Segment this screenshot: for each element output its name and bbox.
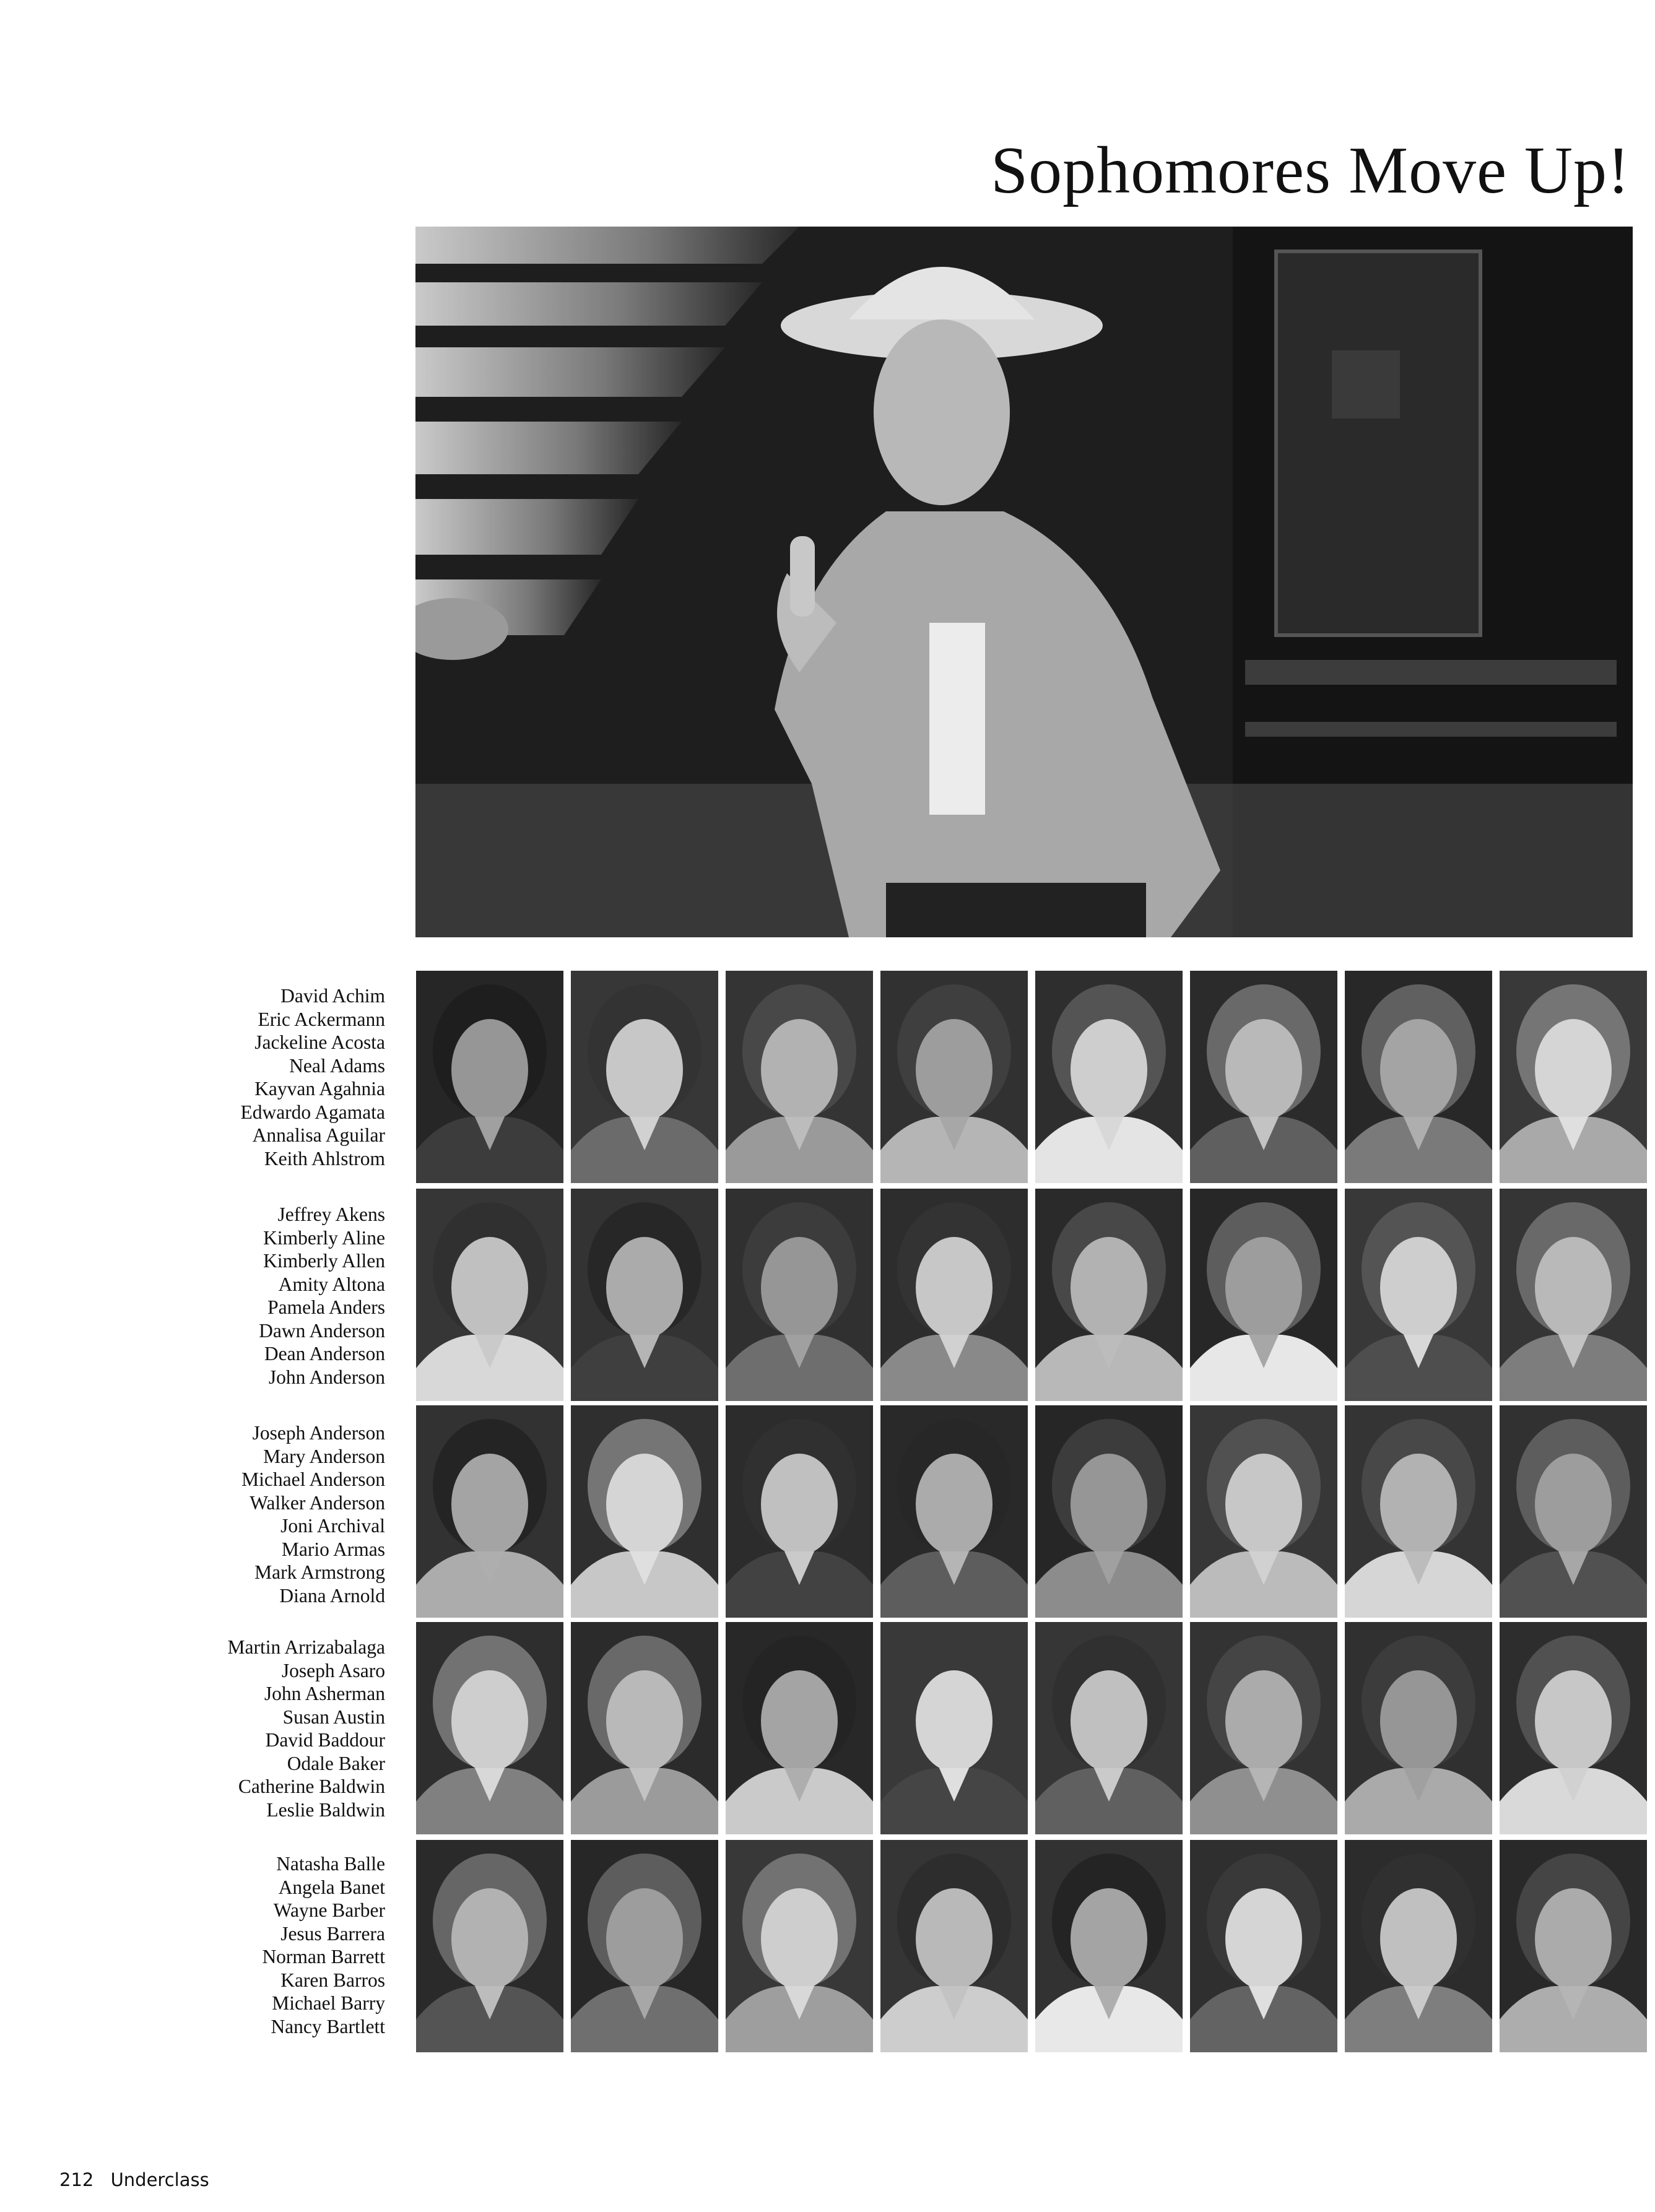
student-name: Leslie Baldwin [266, 1798, 385, 1821]
student-name: Karen Barros [280, 1969, 385, 1991]
hero-photo [415, 227, 1633, 937]
student-portrait [726, 1189, 873, 1401]
student-name: Kayvan Agahnia [254, 1078, 385, 1099]
student-name: David Achim [280, 985, 385, 1007]
student-portrait [726, 1840, 873, 2052]
student-portrait [416, 1840, 563, 2052]
student-portrait [571, 1622, 718, 1834]
name-list-row-1 [186, 984, 385, 1170]
student-name: Kimberly Aline [263, 1226, 385, 1249]
student-name: Dawn Anderson [259, 1319, 385, 1342]
student-portrait [416, 1622, 563, 1834]
student-portrait [726, 971, 873, 1183]
hero-photo-image [415, 227, 1633, 937]
student-name: Catherine Baldwin [238, 1776, 385, 1797]
student-name: Kimberly Allen [263, 1250, 385, 1272]
student-name: Martin Arrizabalaga [227, 1636, 385, 1658]
student-portrait [1035, 1405, 1183, 1618]
student-portrait [1190, 1840, 1337, 2052]
student-name: John Asherman [264, 1683, 385, 1704]
student-portrait [1035, 1840, 1183, 2052]
student-name: Keith Ahlstrom [264, 1147, 385, 1169]
student-name: Nancy Bartlett [271, 2015, 385, 2037]
student-portrait [1190, 971, 1337, 1183]
student-portrait [1345, 1840, 1492, 2052]
page-footer [59, 2169, 209, 2190]
student-name: Joni Archival [280, 1515, 385, 1537]
student-name: Jackeline Acosta [254, 1031, 385, 1053]
student-portrait [571, 1189, 718, 1401]
name-list-row-4 [186, 1636, 385, 1821]
student-portrait [571, 971, 718, 1183]
student-portrait [1500, 1189, 1647, 1401]
student-name: Amity Altona [278, 1273, 385, 1295]
page-number: 212 [59, 2169, 94, 2190]
student-portrait [726, 1405, 873, 1618]
student-portrait [1190, 1405, 1337, 1618]
student-name: Odale Baker [287, 1752, 385, 1774]
student-portrait [1345, 971, 1492, 1183]
student-name: Angela Banet [278, 1876, 385, 1898]
student-portrait [1500, 1405, 1647, 1618]
student-name: John Anderson [268, 1366, 385, 1388]
student-name: Edwardo Agamata [240, 1101, 385, 1123]
student-name: Dean Anderson [264, 1343, 385, 1364]
student-portrait [1345, 1405, 1492, 1618]
student-name: Michael Barry [272, 1992, 385, 2014]
student-name: Eric Ackermann [258, 1008, 385, 1030]
student-portrait [880, 971, 1028, 1183]
student-portrait [416, 1189, 563, 1401]
student-portrait [571, 1840, 718, 2052]
student-portrait [1035, 1189, 1183, 1401]
student-portrait [1190, 1189, 1337, 1401]
student-name: Annalisa Aguilar [252, 1124, 385, 1146]
student-name: Norman Barrett [262, 1946, 385, 1967]
student-name: Neal Adams [289, 1054, 385, 1077]
student-portrait [1500, 1840, 1647, 2052]
student-portrait [571, 1405, 718, 1618]
student-portrait [880, 1405, 1028, 1618]
section-label: Underclass [110, 2169, 209, 2190]
page-title: Sophomores Move Up! [991, 134, 1630, 207]
student-name: Wayne Barber [273, 1899, 385, 1921]
name-list-row-3 [186, 1421, 385, 1607]
student-name: David Baddour [265, 1729, 385, 1751]
name-list-row-5 [186, 1852, 385, 2038]
student-name: Pamela Anders [267, 1296, 385, 1318]
student-name: Natasha Balle [276, 1853, 385, 1875]
student-name: Jesus Barrera [280, 1922, 385, 1945]
student-portrait [1035, 1622, 1183, 1834]
student-name: Mary Anderson [263, 1445, 385, 1467]
student-portrait [1035, 971, 1183, 1183]
student-portrait [880, 1189, 1028, 1401]
student-portrait [416, 971, 563, 1183]
student-portrait [880, 1622, 1028, 1834]
student-name: Michael Anderson [241, 1468, 385, 1490]
student-name: Mark Armstrong [254, 1561, 385, 1583]
student-name: Diana Arnold [279, 1584, 385, 1607]
student-portrait [1190, 1622, 1337, 1834]
student-name: Joseph Anderson [252, 1422, 385, 1444]
student-portrait [1345, 1622, 1492, 1834]
student-portrait [1500, 1622, 1647, 1834]
student-name: Jeffrey Akens [277, 1204, 385, 1225]
student-portrait [1345, 1189, 1492, 1401]
name-list-row-2 [186, 1203, 385, 1389]
student-portrait [416, 1405, 563, 1618]
student-name: Mario Armas [281, 1538, 385, 1560]
student-name: Joseph Asaro [281, 1659, 385, 1681]
student-name: Susan Austin [282, 1706, 385, 1728]
student-portrait [1500, 971, 1647, 1183]
student-portrait [880, 1840, 1028, 2052]
student-portrait [726, 1622, 873, 1834]
student-name: Walker Anderson [250, 1491, 385, 1514]
